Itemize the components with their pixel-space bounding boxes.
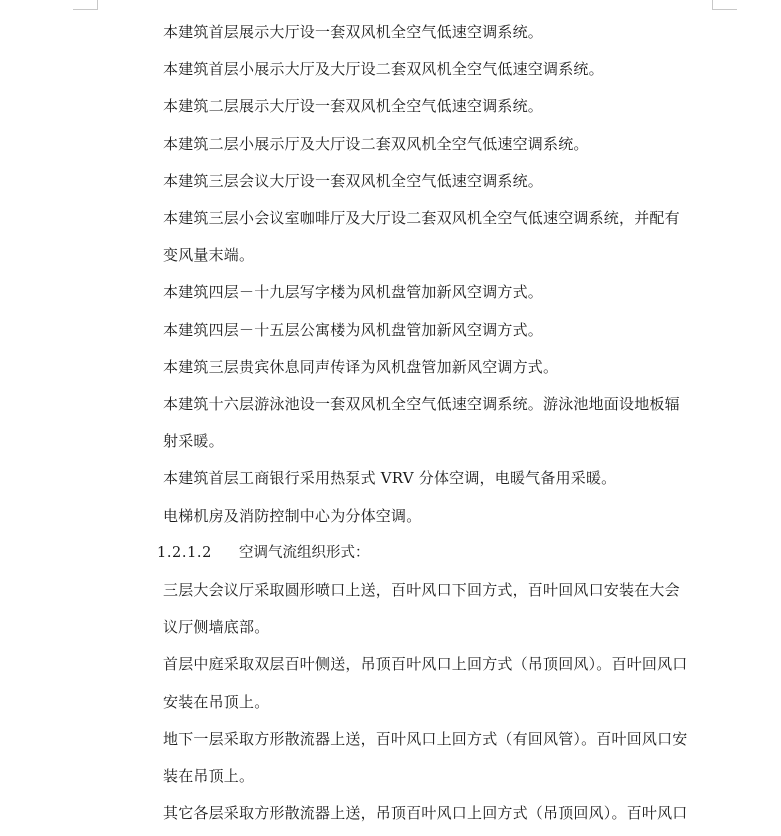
section-number: 1.2.1.2 — [157, 544, 212, 561]
text-line: 本建筑四层－十九层写字楼为风机盘管加新风空调方式。 — [163, 283, 544, 302]
text-line: 其它各层采取方形散流器上送，吊顶百叶风口上回方式（吊顶回风）。百叶风口 — [163, 804, 688, 823]
text-line: 本建筑三层会议大厅设一套双风机全空气低速空调系统。 — [163, 171, 544, 190]
text-line: 本建筑二层小展示厅及大厅设二套双风机全空气低速空调系统。 — [163, 134, 589, 153]
text-line: 装在吊顶上。 — [163, 767, 255, 786]
page-corner-mark-right — [712, 0, 737, 10]
text-line: 三层大会议厅采取圆形喷口上送，百叶风口下回方式，百叶回风口安装在大会 — [163, 581, 680, 600]
document-body — [157, 14, 723, 832]
text-line: 电梯机房及消防控制中心为分体空调。 — [163, 506, 422, 525]
text-line: 射采暖。 — [163, 432, 224, 451]
text-line: 安装在吊顶上。 — [163, 692, 270, 711]
text-line: 本建筑十六层游泳池设一套双风机全空气低速空调系统。游泳池地面设地板辐 — [163, 395, 680, 414]
text-line: 本建筑二层展示大厅设一套双风机全空气低速空调系统。 — [163, 97, 544, 116]
text-line: 变风量末端。 — [163, 246, 255, 265]
text-line: 本建筑首层展示大厅设一套双风机全空气低速空调系统。 — [163, 23, 544, 41]
text-line: 本建筑首层小展示大厅及大厅设二套双风机全空气低速空调系统。 — [163, 60, 604, 79]
page-corner-mark-left — [73, 0, 98, 10]
text-line: 本建筑三层贵宾休息同声传译为风机盘管加新风空调方式。 — [163, 357, 559, 376]
text-line: 本建筑首层工商银行采用热泵式 VRV 分体空调，电暖气备用采暖。 — [163, 469, 617, 488]
section-heading — [157, 535, 717, 572]
text-line: 本建筑三层小会议室咖啡厅及大厅设二套双风机全空气低速空调系统，并配有 — [163, 209, 680, 228]
text-line: 议厅侧墙底部。 — [163, 618, 270, 637]
text-line: 地下一层采取方形散流器上送，百叶风口上回方式（有回风管）。百叶回风口安 — [163, 729, 688, 748]
section-title: 空调气流组织形式： — [239, 544, 370, 561]
text-line: 本建筑四层－十五层公寓楼为风机盘管加新风空调方式。 — [163, 320, 544, 339]
text-line: 首层中庭采取双层百叶侧送，吊顶百叶风口上回方式（吊顶回风）。百叶回风口 — [163, 655, 688, 674]
